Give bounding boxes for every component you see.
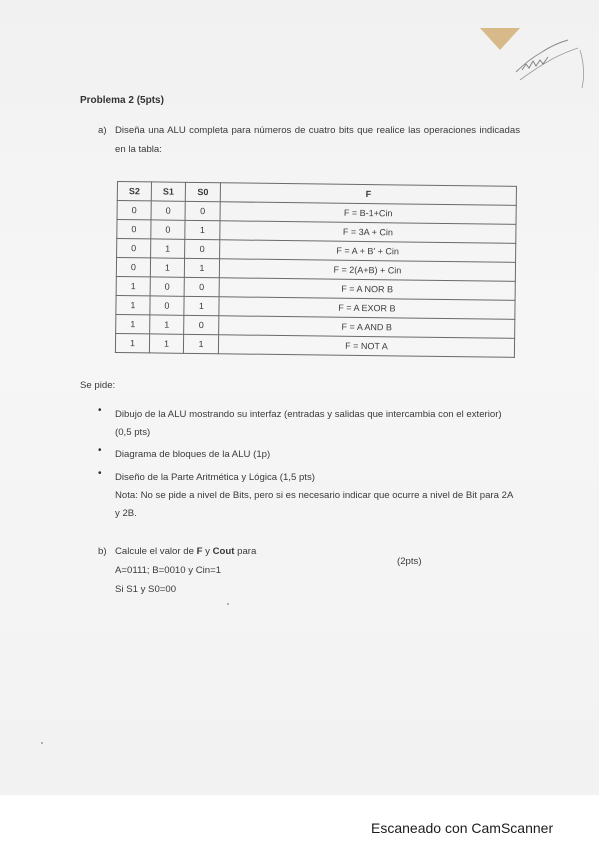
scan-speck: [227, 603, 229, 605]
bullet-item-interface: Dibujo de la ALU mostrando su interfaz (entradas y salidas que intercambia con el exterior) (0,5 pts): [115, 409, 502, 438]
cell-s2: 1: [116, 295, 150, 314]
cell-s0: 1: [183, 334, 218, 353]
bullet-dot-icon: •: [98, 445, 102, 456]
cell-f: F = A + B' + Cin: [220, 240, 516, 263]
problem-title: Problema 2 (5pts): [80, 95, 164, 106]
cell-s0: 0: [184, 277, 219, 296]
item-b-cout: Cout: [212, 546, 235, 557]
bullet-item-design: [115, 469, 520, 523]
cell-s2: 0: [116, 258, 150, 277]
item-b-text: [115, 542, 355, 599]
design-note: Nota: No se pide a nivel de Bits, pero si es necesario indicar que ocurre a nivel de Bit para 2A y 2B.: [115, 490, 513, 519]
cell-f: F = A NOR B: [219, 278, 515, 301]
cell-s1: 1: [149, 334, 183, 353]
cell-s2: 1: [116, 314, 150, 333]
item-b-f: F: [196, 546, 203, 557]
cell-f: F = A EXOR B: [219, 297, 515, 320]
bullet-dot-icon: •: [98, 468, 102, 479]
cell-s1: 0: [151, 201, 185, 220]
cell-s1: 0: [151, 220, 185, 239]
item-b-points: (2pts): [397, 556, 422, 567]
cell-s2: 0: [117, 220, 151, 239]
camscanner-watermark: Escaneado con CamScanner: [371, 820, 554, 836]
header-f: F: [220, 183, 516, 206]
item-b-line3: Si S1 y S0=00: [115, 584, 177, 595]
item-b-line1-post: para: [234, 546, 257, 557]
cell-s1: 1: [150, 258, 184, 277]
cell-f: F = NOT A: [218, 335, 514, 358]
cell-f: F = A AND B: [219, 316, 515, 339]
handwritten-stamp: [508, 30, 588, 90]
bullet-item-design-text: Diseño de la Parte Aritmética y Lógica (1,5 pts): [115, 472, 315, 483]
cell-s1: 1: [150, 315, 184, 334]
bullet-dot-icon: •: [98, 405, 102, 416]
item-b-line1-mid: y: [202, 546, 213, 557]
header-s2: S2: [117, 182, 151, 201]
cell-s2: 1: [116, 276, 150, 295]
cell-s2: 0: [117, 201, 151, 220]
cell-s0: 1: [184, 258, 219, 277]
cell-f: F = B-1+Cin: [220, 202, 516, 225]
item-b-line1: [115, 542, 355, 561]
header-s0: S0: [185, 182, 220, 201]
bullet-item-block-diagram: Diagrama de bloques de la ALU (1p): [115, 449, 271, 460]
se-pide-label: Se pide:: [80, 380, 116, 391]
cell-s1: 0: [150, 277, 184, 296]
cell-s0: 0: [184, 315, 219, 334]
cell-s1: 0: [150, 296, 184, 315]
item-a-letter: a): [98, 125, 107, 136]
cell-f: F = 3A + Cin: [220, 221, 516, 244]
cell-s0: 0: [185, 239, 220, 258]
item-a-text: Diseña una ALU completa para números de cuatro bits que realice las operaciones indicadas en la tabla:: [115, 125, 520, 155]
item-b-letter: b): [98, 546, 107, 557]
item-b-line1-pre: Calcule el valor de: [115, 546, 197, 557]
scan-speck: [41, 742, 43, 744]
item-b-line2: A=0111; B=0010 y Cin=1: [115, 565, 222, 576]
cell-s0: 0: [185, 201, 220, 220]
cell-s1: 1: [151, 239, 185, 258]
cell-s0: 1: [184, 296, 219, 315]
cell-s0: 1: [185, 220, 220, 239]
cell-s2: 1: [115, 333, 149, 352]
cell-s2: 0: [117, 239, 151, 258]
cell-f: F = 2(A+B) + Cin: [219, 259, 515, 282]
header-s1: S1: [151, 182, 185, 201]
operations-table: [115, 181, 517, 358]
table-row: [115, 333, 514, 357]
